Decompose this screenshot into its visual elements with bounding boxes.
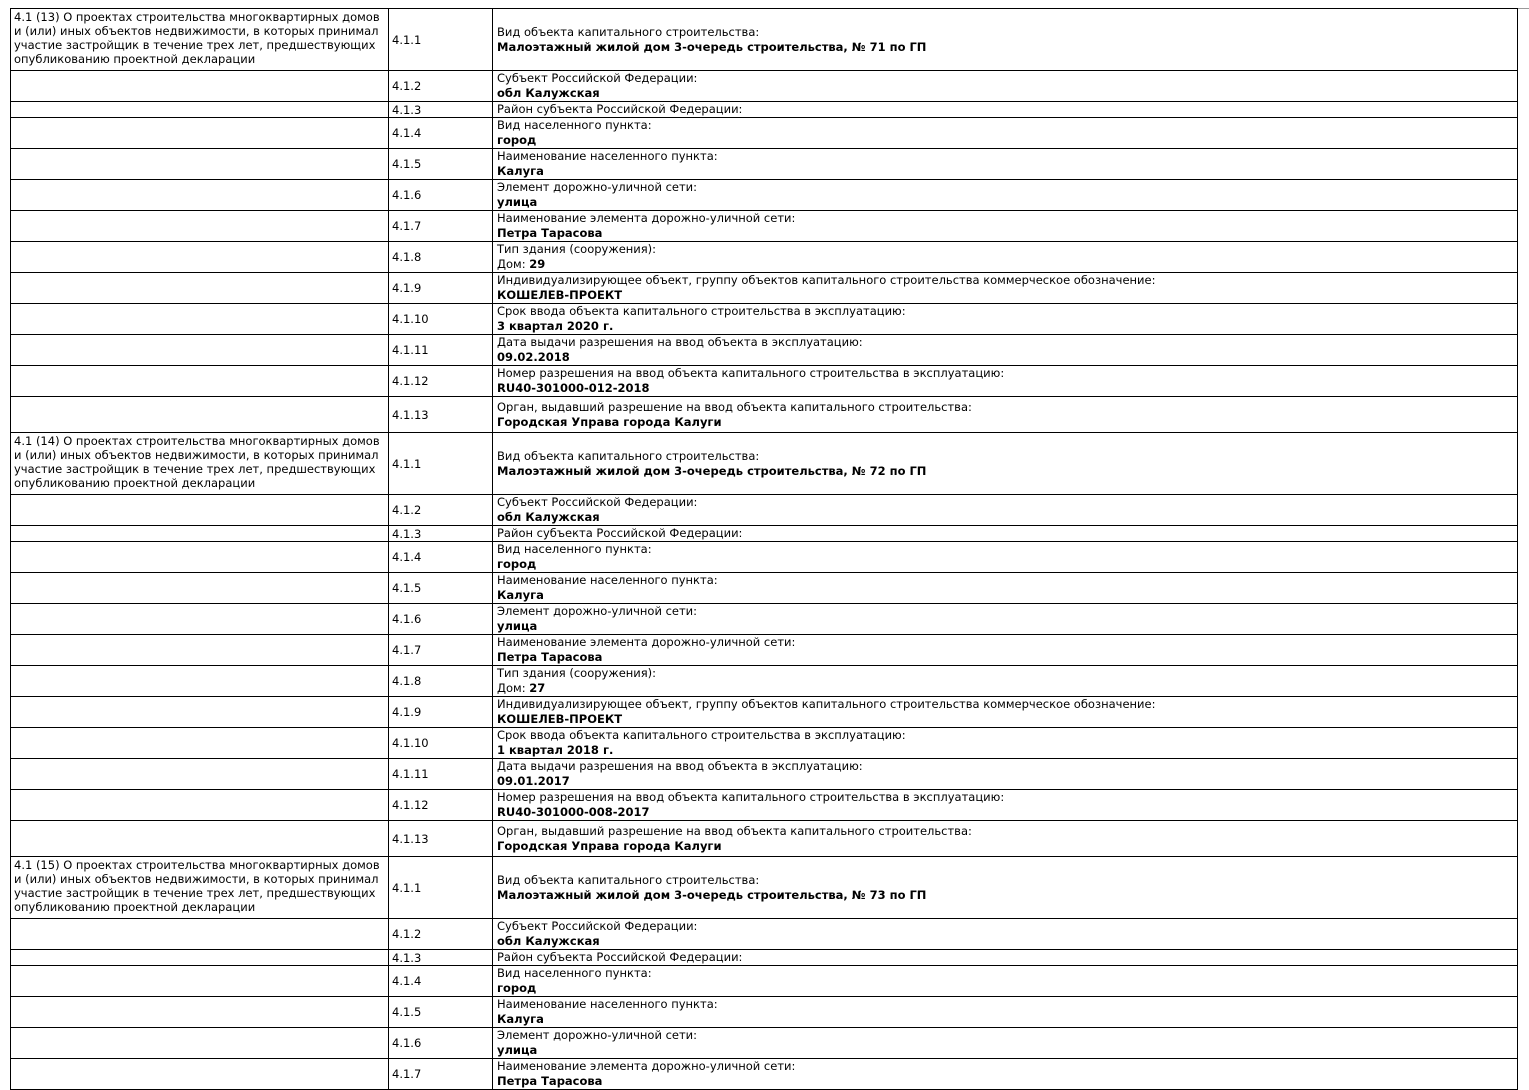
field-label: Дата выдачи разрешения на ввод объекта в эксплуатацию: — [497, 759, 863, 773]
row-code: 4.1.7 — [389, 211, 493, 242]
row-code: 4.1.11 — [389, 335, 493, 366]
table-row — [11, 728, 1518, 759]
table-row — [11, 71, 1518, 102]
field-label: Элемент дорожно-уличной сети: — [497, 180, 698, 194]
field-value-line — [497, 40, 1514, 55]
table-body — [11, 9, 1518, 1090]
field-label: Наименование населенного пункта: — [497, 997, 718, 1011]
field-label: Тип здания (сооружения): — [497, 242, 657, 256]
field-value-prefix: Дом: — [497, 681, 530, 695]
section-empty-cell — [11, 1028, 389, 1059]
section-empty-cell — [11, 573, 389, 604]
field-value-line — [497, 981, 1514, 996]
section-empty-cell — [11, 759, 389, 790]
field-value: 09.02.2018 — [497, 350, 570, 364]
section-empty-cell — [11, 149, 389, 180]
field-label: Элемент дорожно-уличной сети: — [497, 1028, 698, 1042]
row-content-cell — [493, 149, 1518, 180]
section-description-cell: 4.1 (14) О проектах строительства многоквартирных домов и (или) иных объектов недвижимости, в которых принимал участие застройщик в течение трех лет, предшествующих опубликованию проектной декларации — [11, 433, 389, 495]
section-empty-cell — [11, 495, 389, 526]
table-row — [11, 997, 1518, 1028]
row-content-cell — [493, 211, 1518, 242]
table-row — [11, 966, 1518, 997]
row-content-cell — [493, 666, 1518, 697]
section-empty-cell — [11, 335, 389, 366]
section-description-cell: 4.1 (15) О проектах строительства многоквартирных домов и (или) иных объектов недвижимости, в которых принимал участие застройщик в течение трех лет, предшествующих опубликованию проектной декларации — [11, 857, 389, 919]
row-content-cell — [493, 857, 1518, 919]
table-row — [11, 697, 1518, 728]
row-content-cell — [493, 366, 1518, 397]
row-code: 4.1.6 — [389, 604, 493, 635]
field-label: Орган, выдавший разрешение на ввод объекта капитального строительства: — [497, 823, 972, 838]
section-empty-cell — [11, 1059, 389, 1090]
row-content-cell — [493, 635, 1518, 666]
row-code: 4.1.10 — [389, 304, 493, 335]
section-empty-cell — [11, 366, 389, 397]
field-value: RU40-301000-012-2018 — [497, 381, 650, 395]
row-code: 4.1.5 — [389, 997, 493, 1028]
row-code: 4.1.1 — [389, 857, 493, 919]
row-code: 4.1.7 — [389, 1059, 493, 1090]
field-label: Район субъекта Российской Федерации: — [497, 526, 743, 540]
field-value-line — [497, 588, 1514, 603]
row-code: 4.1.12 — [389, 790, 493, 821]
table-row — [11, 242, 1518, 273]
row-content-cell — [493, 526, 1518, 542]
table-row — [11, 433, 1518, 495]
field-label: Вид объекта капитального строительства: — [497, 448, 760, 463]
field-value-line — [497, 743, 1514, 758]
row-content-cell — [493, 273, 1518, 304]
field-label: Срок ввода объекта капитального строительства в эксплуатацию: — [497, 304, 906, 318]
field-value-line — [497, 681, 1514, 696]
field-value-line — [497, 557, 1514, 572]
field-value: КОШЕЛЕВ-ПРОЕКТ — [497, 288, 623, 302]
field-value: Петра Тарасова — [497, 650, 603, 664]
table-row — [11, 304, 1518, 335]
row-content-cell — [493, 573, 1518, 604]
field-value-line — [497, 934, 1514, 949]
field-value: обл Калужская — [497, 510, 600, 524]
table-row — [11, 366, 1518, 397]
row-content-cell — [493, 242, 1518, 273]
row-code: 4.1.10 — [389, 728, 493, 759]
field-value-line — [497, 257, 1514, 272]
table-row — [11, 211, 1518, 242]
field-value: Петра Тарасова — [497, 1074, 603, 1088]
table-row — [11, 573, 1518, 604]
field-value-line — [497, 133, 1514, 148]
table-row — [11, 919, 1518, 950]
table-row — [11, 635, 1518, 666]
table-row — [11, 273, 1518, 304]
field-value: Калуга — [497, 588, 544, 602]
row-content-cell — [493, 1028, 1518, 1059]
field-value: обл Калужская — [497, 86, 600, 100]
field-value-line — [497, 805, 1514, 820]
row-content-cell — [493, 180, 1518, 211]
field-value: Городская Управа города Калуги — [497, 838, 722, 853]
field-value: Малоэтажный жилой дом 3-очередь строительства, № 72 по ГП — [497, 463, 927, 478]
table-row — [11, 397, 1518, 433]
field-value: 3 квартал 2020 г. — [497, 319, 614, 333]
field-value-line — [497, 415, 1514, 430]
field-value: 09.01.2017 — [497, 774, 570, 788]
row-content-cell — [493, 9, 1518, 71]
table-row — [11, 9, 1518, 71]
field-value-line — [497, 510, 1514, 525]
table-row — [11, 149, 1518, 180]
project-declaration-table — [10, 8, 1518, 1090]
row-code: 4.1.4 — [389, 542, 493, 573]
table-row — [11, 821, 1518, 857]
row-content-cell — [493, 604, 1518, 635]
row-code: 4.1.6 — [389, 1028, 493, 1059]
row-code: 4.1.5 — [389, 149, 493, 180]
field-label: Вид объекта капитального строительства: — [497, 872, 760, 887]
section-empty-cell — [11, 242, 389, 273]
section-empty-cell — [11, 666, 389, 697]
field-value: Калуга — [497, 1012, 544, 1026]
row-content-cell — [493, 790, 1518, 821]
row-content-cell — [493, 102, 1518, 118]
row-code: 4.1.3 — [389, 526, 493, 542]
field-label: Наименование элемента дорожно-уличной сети: — [497, 1059, 796, 1073]
field-value-line — [497, 774, 1514, 789]
row-code: 4.1.11 — [389, 759, 493, 790]
table-row — [11, 759, 1518, 790]
row-code: 4.1.1 — [389, 433, 493, 495]
field-label: Субъект Российской Федерации: — [497, 495, 698, 509]
field-label: Дата выдачи разрешения на ввод объекта в эксплуатацию: — [497, 335, 863, 349]
row-code: 4.1.2 — [389, 71, 493, 102]
section-empty-cell — [11, 304, 389, 335]
row-code: 4.1.1 — [389, 9, 493, 71]
row-code: 4.1.2 — [389, 919, 493, 950]
table-row — [11, 790, 1518, 821]
field-value: улица — [497, 619, 538, 633]
table-row — [11, 335, 1518, 366]
field-label: Индивидуализирующее объект, группу объектов капитального строительства коммерческое обозначение: — [497, 273, 1156, 287]
section-empty-cell — [11, 118, 389, 149]
row-code: 4.1.5 — [389, 573, 493, 604]
section-empty-cell — [11, 821, 389, 857]
field-label: Номер разрешения на ввод объекта капитального строительства в эксплуатацию: — [497, 366, 1005, 380]
row-content-cell — [493, 71, 1518, 102]
row-content-cell — [493, 821, 1518, 857]
field-label: Вид населенного пункта: — [497, 966, 652, 980]
field-value-line — [497, 888, 1514, 903]
field-label: Орган, выдавший разрешение на ввод объекта капитального строительства: — [497, 399, 972, 414]
field-value: 29 — [529, 257, 546, 271]
field-label: Элемент дорожно-уличной сети: — [497, 604, 698, 618]
field-value: город — [497, 981, 537, 995]
field-label: Субъект Российской Федерации: — [497, 71, 698, 85]
row-code: 4.1.3 — [389, 102, 493, 118]
field-label: Район субъекта Российской Федерации: — [497, 950, 743, 964]
row-content-cell — [493, 397, 1518, 433]
row-content-cell — [493, 950, 1518, 966]
table-row — [11, 950, 1518, 966]
section-empty-cell — [11, 604, 389, 635]
table-row — [11, 526, 1518, 542]
field-label: Тип здания (сооружения): — [497, 666, 657, 680]
field-value: Петра Тарасова — [497, 226, 603, 240]
row-code: 4.1.4 — [389, 966, 493, 997]
field-value: улица — [497, 1043, 538, 1057]
row-content-cell — [493, 759, 1518, 790]
table-row — [11, 1028, 1518, 1059]
field-value-prefix: Дом: — [497, 257, 530, 271]
field-value-line — [497, 464, 1514, 479]
field-label: Вид объекта капитального строительства: — [497, 24, 760, 39]
section-description-cell: 4.1 (13) О проектах строительства многоквартирных домов и (или) иных объектов недвижимости, в которых принимал участие застройщик в течение трех лет, предшествующих опубликованию проектной декларации — [11, 9, 389, 71]
table-row — [11, 102, 1518, 118]
row-code: 4.1.9 — [389, 697, 493, 728]
table-row — [11, 604, 1518, 635]
field-value: КОШЕЛЕВ-ПРОЕКТ — [497, 712, 623, 726]
field-value-line — [497, 381, 1514, 396]
field-value-line — [497, 712, 1514, 727]
field-label: Район субъекта Российской Федерации: — [497, 102, 743, 116]
field-value: Городская Управа города Калуги — [497, 414, 722, 429]
section-empty-cell — [11, 997, 389, 1028]
section-empty-cell — [11, 966, 389, 997]
field-label: Наименование элемента дорожно-уличной сети: — [497, 635, 796, 649]
row-code: 4.1.13 — [389, 821, 493, 857]
section-empty-cell — [11, 180, 389, 211]
section-empty-cell — [11, 790, 389, 821]
row-code: 4.1.8 — [389, 242, 493, 273]
table-row — [11, 542, 1518, 573]
field-value: 27 — [529, 681, 546, 695]
section-empty-cell — [11, 635, 389, 666]
row-content-cell — [493, 966, 1518, 997]
section-empty-cell — [11, 728, 389, 759]
field-value-line — [497, 288, 1514, 303]
section-empty-cell — [11, 211, 389, 242]
field-value: Малоэтажный жилой дом 3-очередь строительства, № 73 по ГП — [497, 887, 927, 902]
field-value: RU40-301000-008-2017 — [497, 805, 650, 819]
field-value-line — [497, 1043, 1514, 1058]
field-label: Наименование населенного пункта: — [497, 149, 718, 163]
row-code: 4.1.13 — [389, 397, 493, 433]
field-value: 1 квартал 2018 г. — [497, 743, 614, 757]
row-content-cell — [493, 335, 1518, 366]
section-empty-cell — [11, 71, 389, 102]
section-empty-cell — [11, 697, 389, 728]
row-content-cell — [493, 495, 1518, 526]
field-value-line — [497, 650, 1514, 665]
row-code: 4.1.2 — [389, 495, 493, 526]
field-label: Срок ввода объекта капитального строительства в эксплуатацию: — [497, 728, 906, 742]
field-value: обл Калужская — [497, 934, 600, 948]
row-content-cell — [493, 433, 1518, 495]
row-code: 4.1.6 — [389, 180, 493, 211]
field-value-line — [497, 619, 1514, 634]
table-row — [11, 180, 1518, 211]
row-code: 4.1.3 — [389, 950, 493, 966]
field-value-line — [497, 1012, 1514, 1027]
table-row — [11, 666, 1518, 697]
section-empty-cell — [11, 526, 389, 542]
row-code: 4.1.4 — [389, 118, 493, 149]
section-empty-cell — [11, 919, 389, 950]
table-row — [11, 1059, 1518, 1090]
field-value: Малоэтажный жилой дом 3-очередь строительства, № 71 по ГП — [497, 39, 927, 54]
field-label: Вид населенного пункта: — [497, 118, 652, 132]
row-content-cell — [493, 542, 1518, 573]
field-value-line — [497, 195, 1514, 210]
field-label: Номер разрешения на ввод объекта капитального строительства в эксплуатацию: — [497, 790, 1005, 804]
field-value: Калуга — [497, 164, 544, 178]
field-value-line — [497, 1074, 1514, 1089]
section-empty-cell — [11, 273, 389, 304]
row-content-cell — [493, 697, 1518, 728]
field-label: Наименование элемента дорожно-уличной сети: — [497, 211, 796, 225]
field-label: Вид населенного пункта: — [497, 542, 652, 556]
field-value: город — [497, 557, 537, 571]
row-code: 4.1.7 — [389, 635, 493, 666]
field-value-line — [497, 86, 1514, 101]
section-empty-cell — [11, 397, 389, 433]
row-content-cell — [493, 304, 1518, 335]
row-code: 4.1.8 — [389, 666, 493, 697]
field-value: город — [497, 133, 537, 147]
field-value: улица — [497, 195, 538, 209]
field-label: Субъект Российской Федерации: — [497, 919, 698, 933]
section-empty-cell — [11, 950, 389, 966]
table-row — [11, 118, 1518, 149]
field-value-line — [497, 164, 1514, 179]
table-row — [11, 857, 1518, 919]
field-value-line — [497, 226, 1514, 241]
row-content-cell — [493, 728, 1518, 759]
row-content-cell — [493, 1059, 1518, 1090]
section-empty-cell — [11, 542, 389, 573]
row-content-cell — [493, 997, 1518, 1028]
field-label: Индивидуализирующее объект, группу объектов капитального строительства коммерческое обозначение: — [497, 697, 1156, 711]
field-label: Наименование населенного пункта: — [497, 573, 718, 587]
field-value-line — [497, 350, 1514, 365]
table-row — [11, 495, 1518, 526]
row-content-cell — [493, 919, 1518, 950]
row-code: 4.1.12 — [389, 366, 493, 397]
row-code: 4.1.9 — [389, 273, 493, 304]
row-content-cell — [493, 118, 1518, 149]
field-value-line — [497, 319, 1514, 334]
section-empty-cell — [11, 102, 389, 118]
field-value-line — [497, 839, 1514, 854]
